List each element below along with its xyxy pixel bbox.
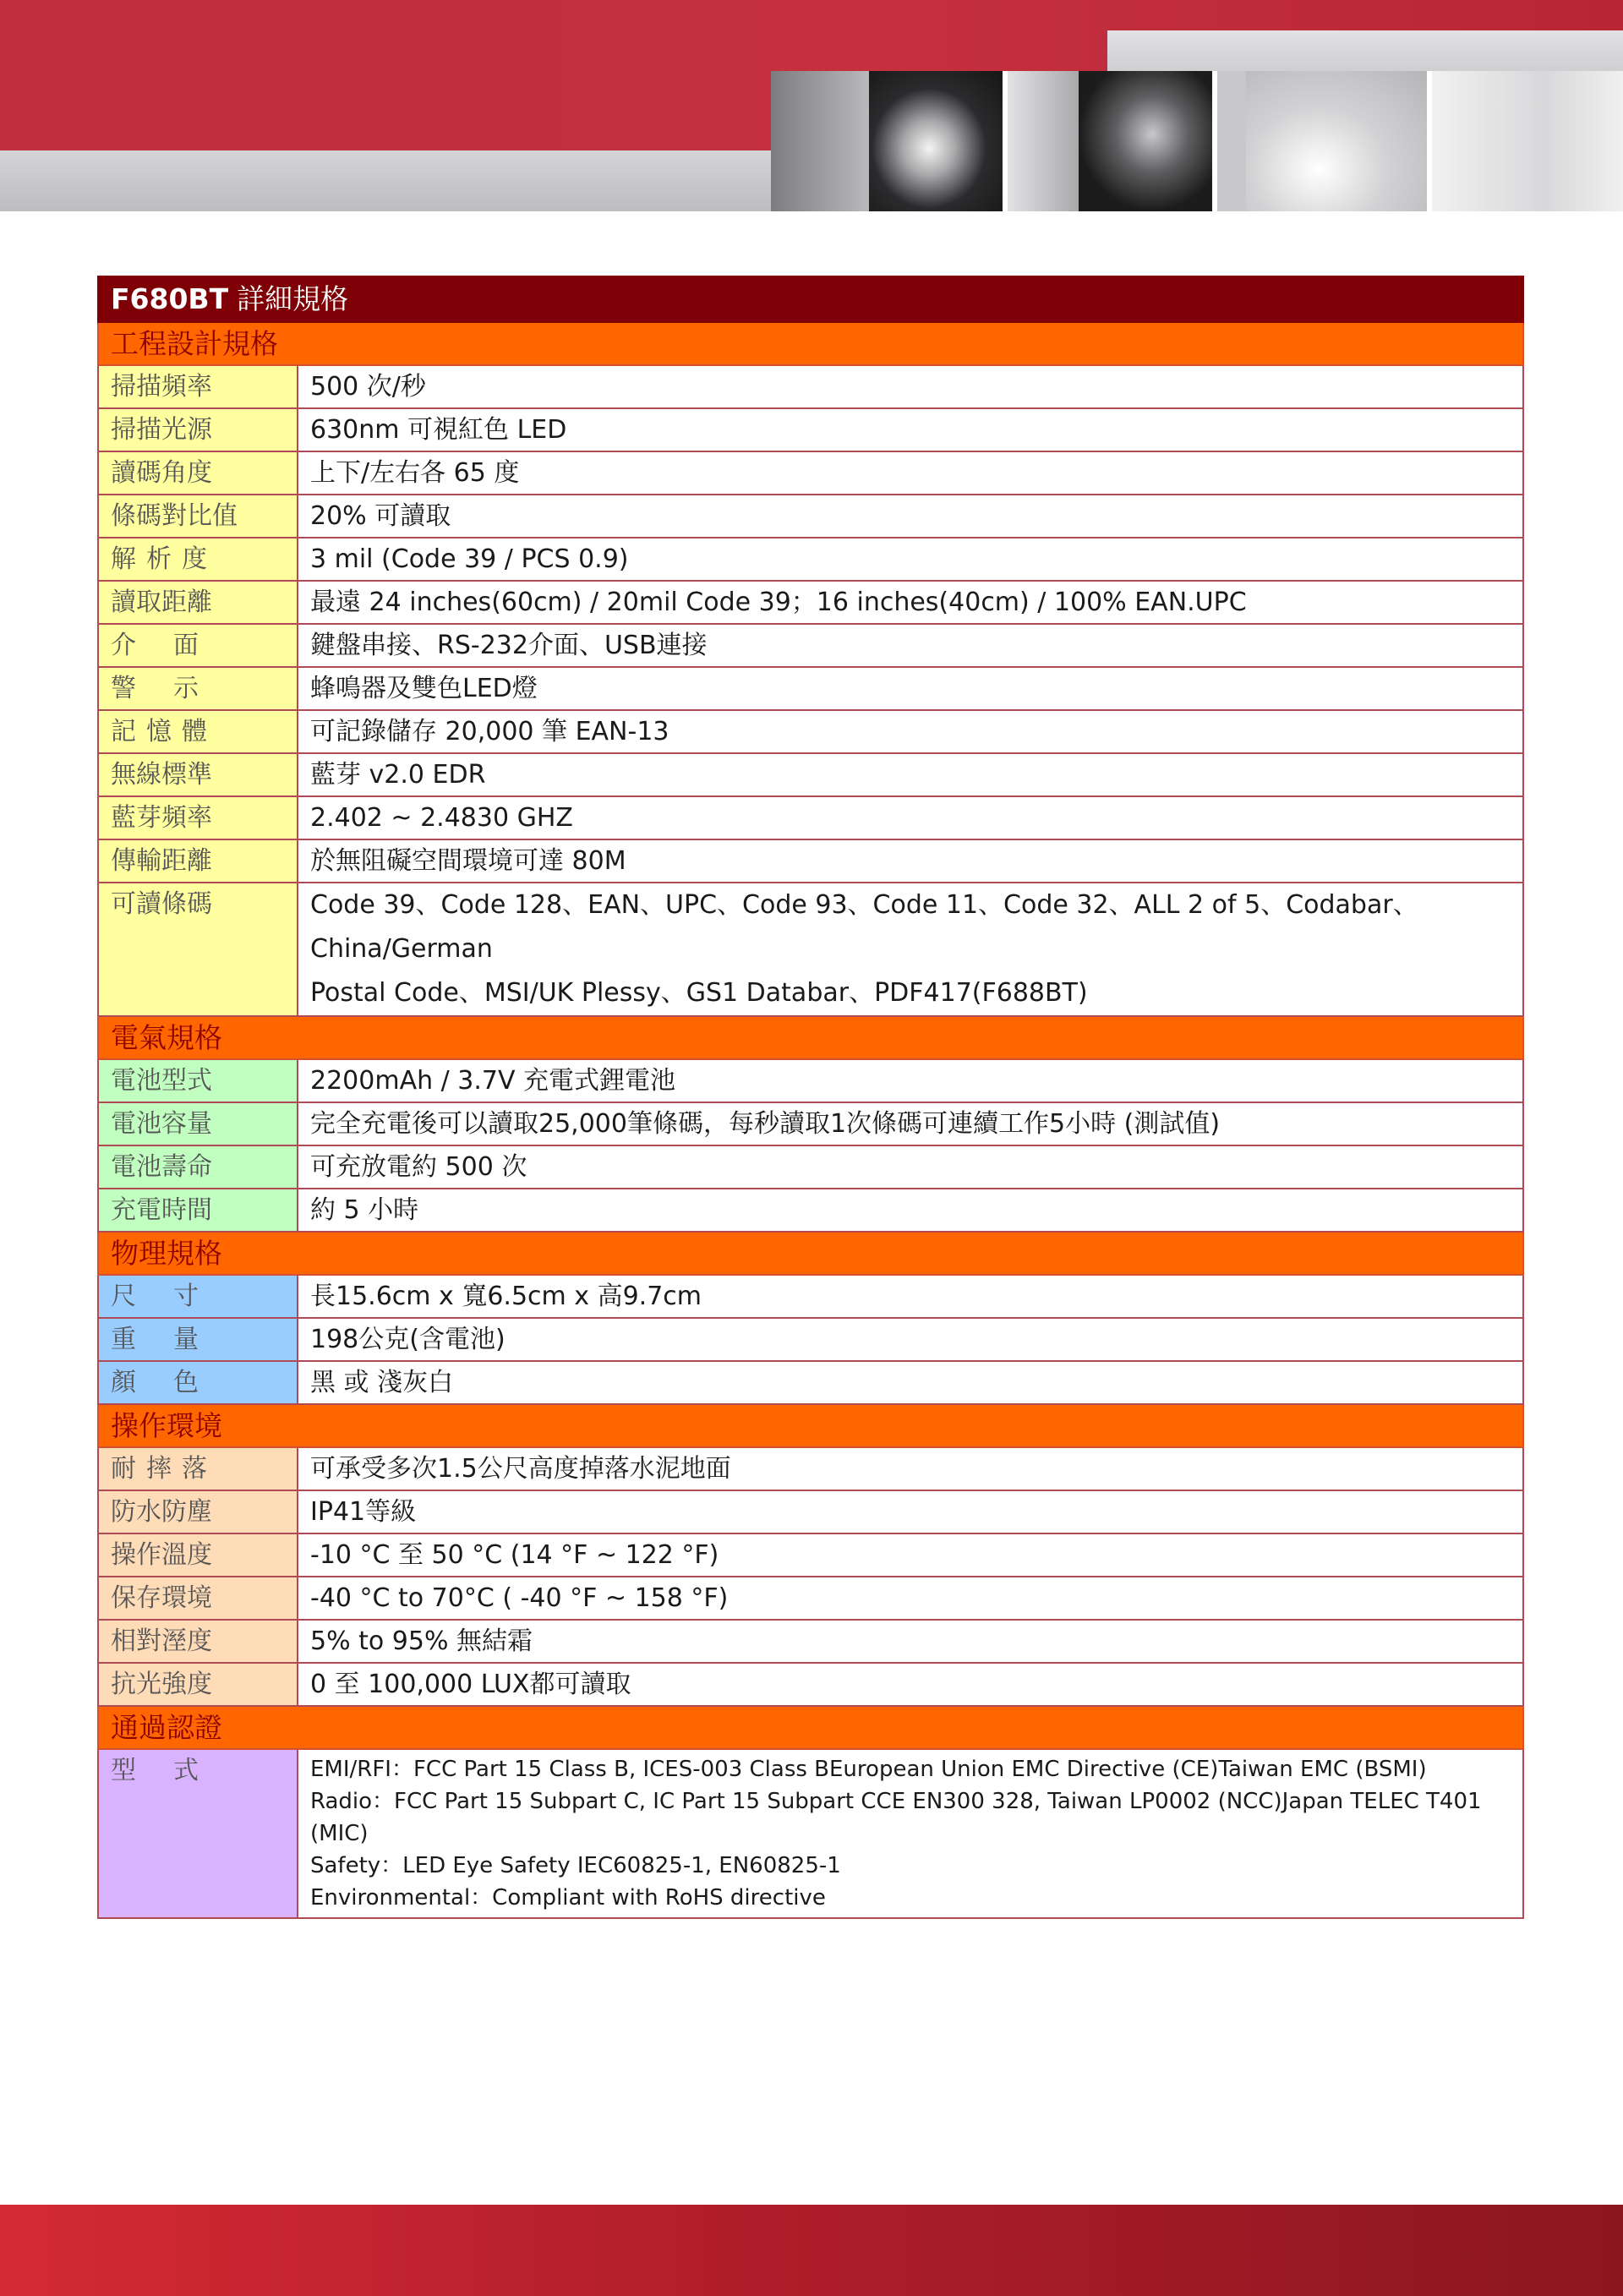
spec-row <box>98 1189 1523 1232</box>
spec-value-certification <box>298 1749 1523 1918</box>
spec-label: 掃描頻率 <box>98 365 298 408</box>
spec-value: -10 °C 至 50 °C (14 °F ~ 122 °F) <box>298 1533 1523 1577</box>
spec-label: 讀碼角度 <box>98 451 298 495</box>
spec-label: 耐摔落 <box>98 1447 298 1490</box>
spec-row <box>98 1577 1523 1620</box>
spec-row <box>98 1361 1523 1404</box>
spec-label: 保存環境 <box>98 1577 298 1620</box>
spec-value: 完全充電後可以讀取25,000筆條碼，每秒讀取1次條碼可連續工作5小時 (測試值) <box>298 1102 1523 1145</box>
spec-label: 條碼對比值 <box>98 495 298 538</box>
readable-codes-line: Code 39、Code 128、EAN、UPC、Code 93、Code 11、Code 32、ALL 2 of 5、Codabar、China/German <box>310 890 1418 964</box>
spec-label: 重量 <box>98 1318 298 1361</box>
spec-label: 讀取距離 <box>98 581 298 624</box>
spec-label: 可讀條碼 <box>98 883 298 1016</box>
banner-grey-strip <box>1107 30 1623 71</box>
product-photo-strip <box>1003 71 1079 211</box>
spec-value: 最遠 24 inches(60cm) / 20mil Code 39；16 inches(40cm) / 100% EAN.UPC <box>298 581 1523 624</box>
spec-row <box>98 538 1523 581</box>
spec-row <box>98 1620 1523 1663</box>
photo-divider <box>1212 71 1217 211</box>
spec-row <box>98 1318 1523 1361</box>
spec-label: 操作溫度 <box>98 1533 298 1577</box>
spec-value: 上下/左右各 65 度 <box>298 451 1523 495</box>
spec-value-readable-codes <box>298 883 1523 1016</box>
spec-row <box>98 667 1523 710</box>
spec-label: 藍芽頻率 <box>98 796 298 839</box>
photo-divider <box>1003 71 1008 211</box>
spec-value: 可記錄儲存 20,000 筆 EAN-13 <box>298 710 1523 753</box>
spec-label: 型式 <box>98 1749 298 1918</box>
spec-value: 2.402 ~ 2.4830 GHZ <box>298 796 1523 839</box>
spec-label: 防水防塵 <box>98 1490 298 1533</box>
section-heading-certification: 通過認證 <box>98 1706 1523 1749</box>
spec-label: 顏色 <box>98 1361 298 1404</box>
section-heading-electrical: 電氣規格 <box>98 1016 1523 1059</box>
spec-title-row <box>98 276 1523 322</box>
spec-row <box>98 839 1523 883</box>
spec-row <box>98 408 1523 451</box>
spec-label: 警示 <box>98 667 298 710</box>
spec-value: 2200mAh / 3.7V 充電式鋰電池 <box>298 1059 1523 1102</box>
section-heading-row <box>98 1016 1523 1059</box>
spec-value: 3 mil (Code 39 / PCS 0.9) <box>298 538 1523 581</box>
spec-value: 20% 可讀取 <box>298 495 1523 538</box>
spec-row <box>98 365 1523 408</box>
spec-label: 電池壽命 <box>98 1145 298 1189</box>
spec-value: 5% to 95% 無結霜 <box>298 1620 1523 1663</box>
title-subtitle: 詳細規格 <box>237 282 349 315</box>
product-photo-cradle <box>1246 71 1427 211</box>
cert-line: Safety：LED Eye Safety IEC60825-1, EN60825-1 <box>310 1853 841 1878</box>
cert-line: EMI/RFI：FCC Part 15 Class B, ICES-003 Class BEuropean Union EMC Directive (CE)Taiwan EMC (BSMI) <box>310 1757 1427 1782</box>
spec-value: 可充放電約 500 次 <box>298 1145 1523 1189</box>
spec-value: 長15.6cm x 寬6.5cm x 高9.7cm <box>298 1275 1523 1318</box>
section-heading-physical: 物理規格 <box>98 1232 1523 1275</box>
spec-row-readable-codes <box>98 883 1523 1016</box>
spec-table <box>97 276 1524 1919</box>
product-photo-scanner <box>869 71 1003 211</box>
header-banner <box>0 0 1623 213</box>
spec-value: IP41等級 <box>298 1490 1523 1533</box>
model-name: F680BT <box>111 282 229 315</box>
spec-row <box>98 624 1523 667</box>
spec-value: 於無阻礙空間環境可達 80M <box>298 839 1523 883</box>
spec-value: 198公克(含電池) <box>298 1318 1523 1361</box>
spec-row <box>98 495 1523 538</box>
section-heading-row <box>98 322 1523 365</box>
spec-row <box>98 1533 1523 1577</box>
spec-row <box>98 451 1523 495</box>
spec-value: 500 次/秒 <box>298 365 1523 408</box>
spec-value: 黑 或 淺灰白 <box>298 1361 1523 1404</box>
section-heading-row <box>98 1404 1523 1447</box>
spec-label: 電池型式 <box>98 1059 298 1102</box>
spec-row <box>98 1447 1523 1490</box>
spec-label: 相對溼度 <box>98 1620 298 1663</box>
spec-value: 可承受多次1.5公尺高度掉落水泥地面 <box>298 1447 1523 1490</box>
spec-label: 抗光強度 <box>98 1663 298 1706</box>
spec-title <box>98 276 1523 322</box>
spec-row <box>98 1275 1523 1318</box>
cert-line: Environmental：Compliant with RoHS directive <box>310 1885 826 1911</box>
spec-row <box>98 753 1523 796</box>
product-photo-strip <box>1427 71 1623 211</box>
spec-label: 電池容量 <box>98 1102 298 1145</box>
spec-row <box>98 1663 1523 1706</box>
spec-row <box>98 796 1523 839</box>
spec-label: 記憶體 <box>98 710 298 753</box>
spec-value: 鍵盤串接、RS-232介面、USB連接 <box>298 624 1523 667</box>
spec-value: -40 °C to 70°C ( -40 °F ~ 158 °F) <box>298 1577 1523 1620</box>
spec-value: 蜂鳴器及雙色LED燈 <box>298 667 1523 710</box>
spec-label: 解析度 <box>98 538 298 581</box>
readable-codes-line: Postal Code、MSI/UK Plessy、GS1 Databar、PDF417(F688BT) <box>310 978 1088 1008</box>
cert-line: Radio：FCC Part 15 Subpart C, IC Part 15 Subpart CCE EN300 328, Taiwan LP0002 (NCC)Japan TELEC T401 (MIC) <box>310 1789 1482 1846</box>
product-photo-scanner <box>1079 71 1212 211</box>
spec-row <box>98 1145 1523 1189</box>
product-photo-strip <box>1212 71 1246 211</box>
footer-band <box>0 2205 1623 2296</box>
spec-value: 約 5 小時 <box>298 1189 1523 1232</box>
spec-label: 掃描光源 <box>98 408 298 451</box>
section-heading-engineering: 工程設計規格 <box>98 322 1523 365</box>
spec-row-certification <box>98 1749 1523 1918</box>
spec-value: 0 至 100,000 LUX都可讀取 <box>298 1663 1523 1706</box>
spec-label: 充電時間 <box>98 1189 298 1232</box>
spec-label: 尺寸 <box>98 1275 298 1318</box>
spec-value: 藍芽 v2.0 EDR <box>298 753 1523 796</box>
spec-row <box>98 581 1523 624</box>
spec-row <box>98 1059 1523 1102</box>
spec-label: 傳輸距離 <box>98 839 298 883</box>
product-photo-strip <box>771 71 869 211</box>
spec-row <box>98 710 1523 753</box>
spec-label: 無線標準 <box>98 753 298 796</box>
section-heading-row <box>98 1706 1523 1749</box>
spec-row <box>98 1102 1523 1145</box>
section-heading-row <box>98 1232 1523 1275</box>
spec-row <box>98 1490 1523 1533</box>
spec-label: 介面 <box>98 624 298 667</box>
photo-divider <box>1427 71 1432 211</box>
spec-value: 630nm 可視紅色 LED <box>298 408 1523 451</box>
section-heading-environment: 操作環境 <box>98 1404 1523 1447</box>
